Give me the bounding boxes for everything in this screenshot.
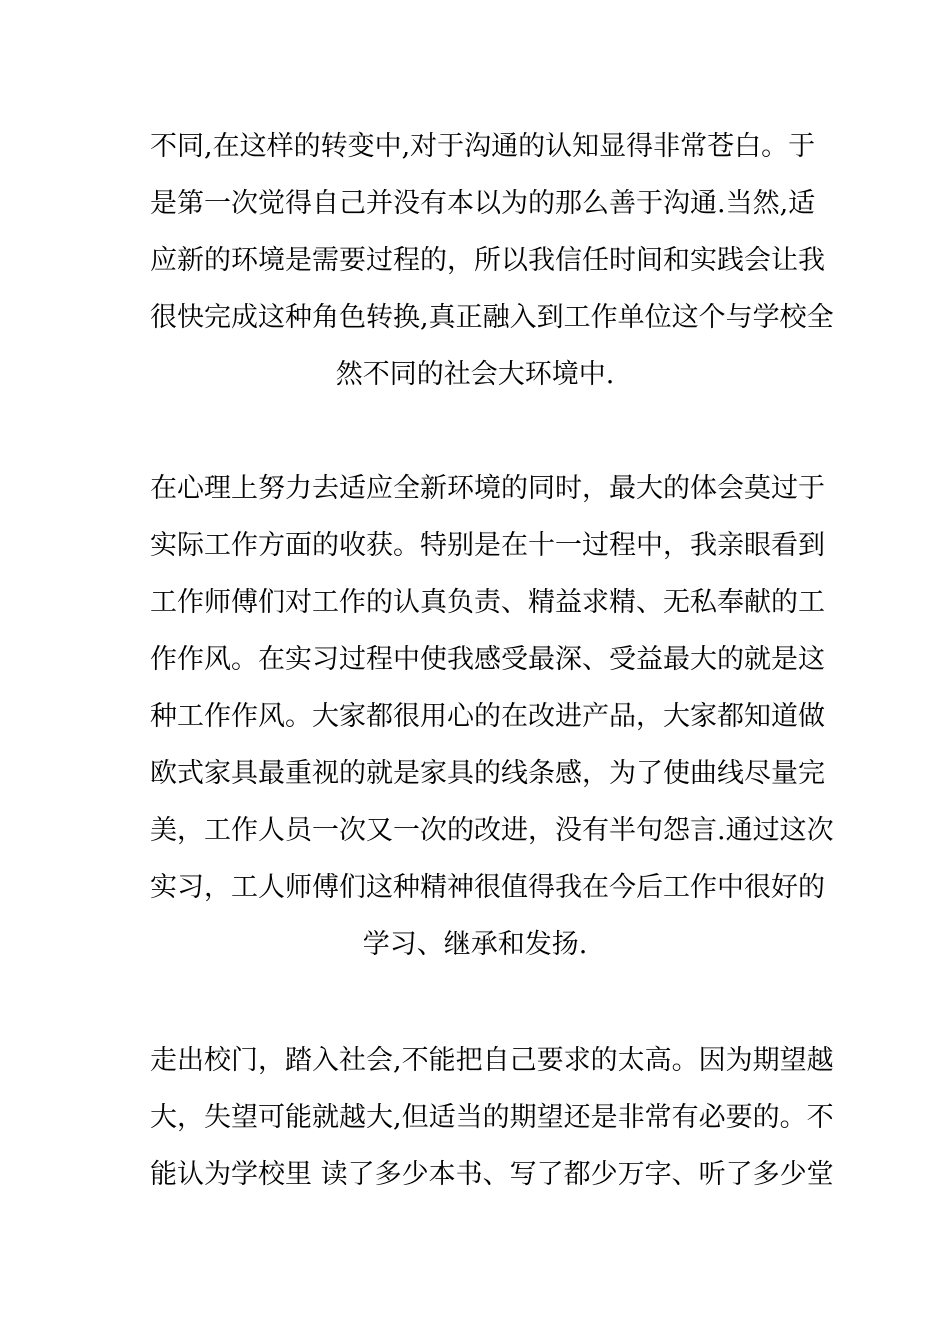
paragraph-line: 走出校门，踏入社会,不能把自己要求的太高。因为期望越	[150, 1045, 834, 1076]
paragraph-line: 工作师傅们对工作的认真负责、精益求精、无私奉献的工	[150, 587, 825, 618]
paragraph-line: 种工作作风。大家都很用心的在改进产品，大家都知道做	[150, 701, 825, 732]
paragraph-line: 不同,在这样的转变中,对于沟通的认知显得非常苍白。于	[150, 131, 816, 162]
paragraph-line: 美，工作人员一次又一次的改进，没有半句怨言.通过这次	[150, 815, 834, 846]
paragraph-line: 实际工作方面的收获。特别是在十一过程中，我亲眼看到	[150, 530, 825, 561]
paragraph-line: 然不同的社会大环境中.	[335, 359, 615, 390]
paragraph-line: 作作风。在实习过程中使我感受最深、受益最大的就是这	[150, 644, 825, 675]
paragraph-line: 很快完成这种角色转换,真正融入到工作单位这个与学校全	[150, 302, 834, 333]
paragraph-line: 欧式家具最重视的就是家具的线条感，为了使曲线尽量完	[150, 758, 825, 789]
paragraph-line: 实习，工人师傅们这种精神很值得我在今后工作中很好的	[150, 872, 825, 903]
paragraph-line: 大，失望可能就越大,但适当的期望还是非常有必要的。不	[150, 1102, 834, 1133]
paragraph-line: 在心理上努力去适应全新环境的同时，最大的体会莫过于	[150, 473, 825, 504]
paragraph-line: 是第一次觉得自己并没有本以为的那么善于沟通.当然,适	[150, 188, 816, 219]
paragraph-line: 应新的环境是需要过程的，所以我信任时间和实践会让我	[150, 245, 825, 276]
paragraph-line: 能认为学校里 读了多少本书、写了都少万字、听了多少堂	[150, 1159, 834, 1190]
paragraph-line: 学习、继承和发扬.	[362, 929, 588, 960]
